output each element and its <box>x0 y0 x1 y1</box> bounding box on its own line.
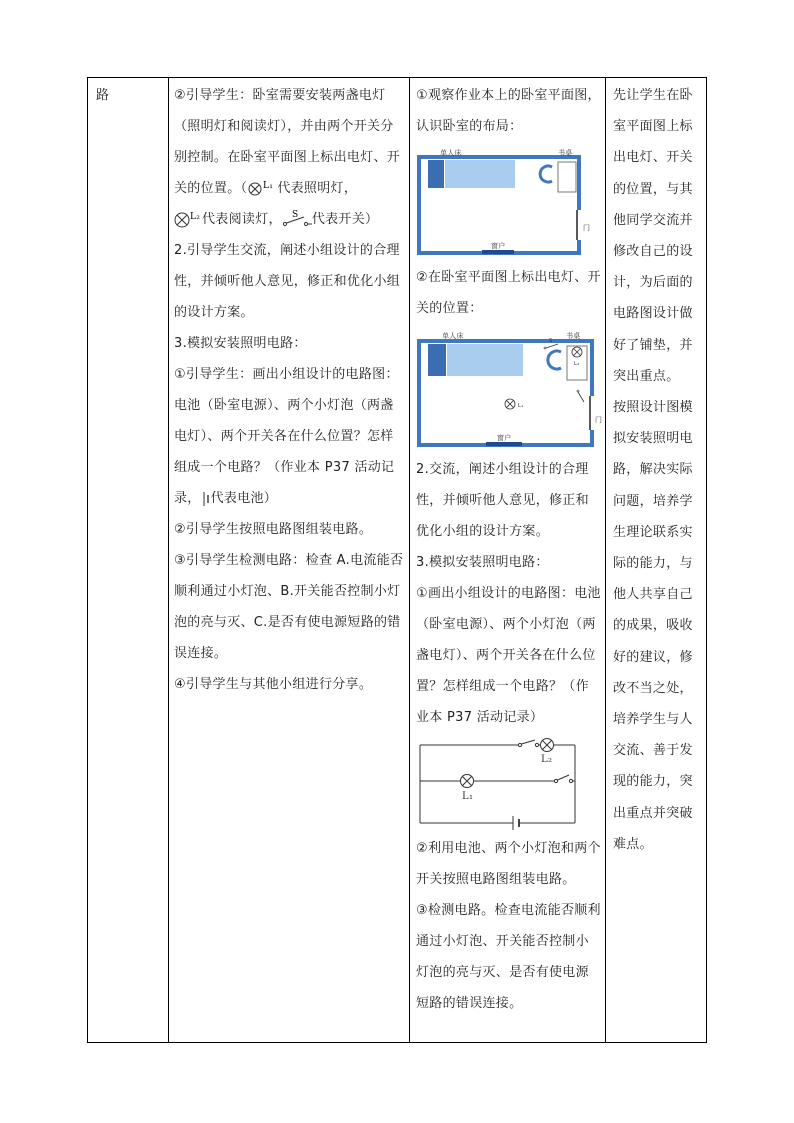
design-intent-2: 按照设计图模拟安装照明电路，解决实际问题，培养学生理论联系实际的能力，与他人共享自己的成果，吸收好的建议，修改不当之处，培养学生与人交流、善于发现的能力，突出重点并突破难点。 <box>613 400 693 852</box>
l1-legend-text: 代表照明灯， <box>277 181 358 196</box>
student-activity-column <box>409 78 605 1042</box>
battery-symbol <box>201 490 211 508</box>
teacher-step-draw-circuit <box>174 359 405 514</box>
teacher-step-simulate: 3.模拟安装照明电路： <box>174 336 307 351</box>
plan-door-label: 门 <box>583 224 591 232</box>
draw-circuit-text: ①引导学生：画出小组设计的电路图：电池（卧室电源）、两个小灯泡（两盏电灯）、两个开关各在什么位置？怎样组成一个电路？（作业本 P37 活动记录， <box>174 367 399 506</box>
teacher-step-share: ④引导学生与其他小组进行分享。 <box>174 677 373 692</box>
plan2-switch-label-1: S <box>549 338 553 344</box>
plan-bed-label: 单人床 <box>440 149 462 157</box>
plan-window-label: 窗户 <box>491 242 506 250</box>
teacher-step-2-text: ②引导学生：卧室需要安装两盏电灯（照明灯和阅读灯），并由两个开关分别控制。在卧室平面图上标出电灯、开关的位置。（ <box>174 88 401 196</box>
design-intent-1: 先让学生在卧室平面图上标出电灯、开关的位置，与其他同学交流并修改自己的设计，为后面的电路图设计做好了铺垫，并突出重点。 <box>613 88 693 384</box>
bedroom-plan-figure <box>418 148 590 256</box>
plan2-l2-label: L₂ <box>574 361 580 367</box>
student-step-mark: ②在卧室平面图上标出电灯、开关的位置： <box>416 270 601 316</box>
student-step-simulate: 3.模拟安装照明电路： <box>416 555 549 570</box>
teacher-activity-column <box>168 78 409 1042</box>
switch-label: S <box>291 209 299 220</box>
circuit-l2-label: L₂ <box>541 754 553 765</box>
bulb-l1-label: L₁ <box>263 180 274 191</box>
battery-legend-text: 代表电池） <box>210 491 278 506</box>
teacher-step-exchange: 2.引导学生交流，阐述小组设计的合理性，并倾听他人意见，修正和优化小组的设计方案。 <box>174 243 401 320</box>
bulb-l2-label: L₂ <box>190 211 201 222</box>
plan2-desk-label: 书桌 <box>566 332 581 340</box>
teacher-step-assemble: ②引导学生按照电路图组装电路。 <box>174 522 373 537</box>
student-step-observe: ①观察作业本上的卧室平面图，认识卧室的布局： <box>416 88 601 134</box>
bulb-l1-symbol <box>247 179 277 199</box>
stage-column <box>88 78 168 1042</box>
lesson-table <box>87 77 707 1043</box>
plan2-window-label: 窗户 <box>497 434 512 442</box>
circuit-l1-label: L₁ <box>462 791 474 802</box>
design-intent-column <box>605 78 707 1042</box>
plan2-door-label: 门 <box>595 416 603 424</box>
stage-title: 路 <box>96 88 110 103</box>
bulb-l2-symbol <box>174 210 202 230</box>
teacher-step-check: ③引导学生检测电路：检查 A.电流能否顺利通过小灯泡、B.开关能否控制小灯泡的亮与灭、C.是否有使电源短路的错误连接。 <box>174 553 404 661</box>
teacher-step-2 <box>174 80 405 235</box>
student-step-assemble: ②利用电池、两个小灯泡和两个开关按照电路图组装电路。 <box>416 841 601 887</box>
student-step-exchange: 2.交流，阐述小组设计的合理性，并倾听他人意见，修正和优化小组的设计方案。 <box>416 462 589 539</box>
l2-legend-text: 代表阅读灯， <box>202 212 282 227</box>
plan2-l1-label: L₁ <box>518 403 524 409</box>
bedroom-plan-marked-figure <box>418 330 603 448</box>
plan2-bed-label: 单人床 <box>442 332 464 340</box>
student-step-check: ③检测电路。检查电流能否顺利通过小灯泡、开关能否控制小灯泡的亮与灭、是否有使电源短路的错误连接。 <box>416 903 601 1011</box>
plan-desk-label: 书桌 <box>558 149 573 157</box>
switch-symbol <box>282 210 312 230</box>
circuit-diagram-figure <box>418 739 578 827</box>
student-step-draw-circuit: ①画出小组设计的电路图：电池（卧室电源）、两个小灯泡（两盏电灯）、两个开关各在什么位置？怎样组成一个电路？（作业本 P37 活动记录） <box>416 586 601 725</box>
s-legend-text: 代表开关） <box>311 212 379 227</box>
